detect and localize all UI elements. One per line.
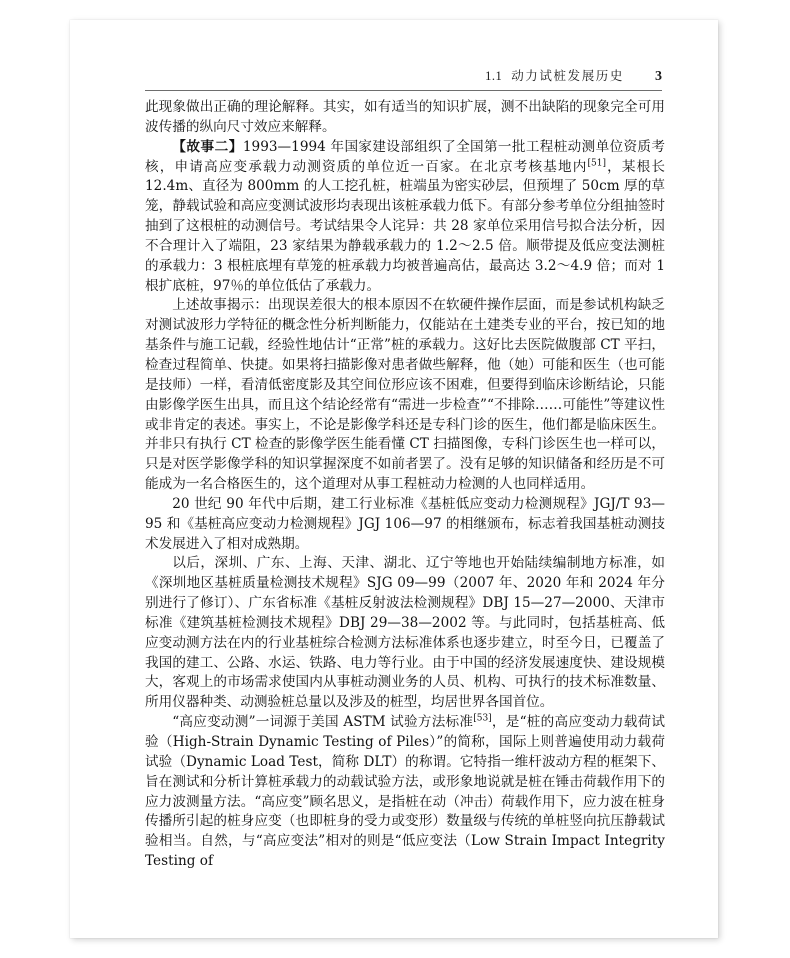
running-head-section-number: 1.1 (485, 69, 503, 83)
body-text-column (145, 98, 665, 872)
paragraph-6 (145, 713, 665, 872)
paragraph-1-text: 此现象做出正确的理论解释。其实，如有适当的知识扩展，测不出缺陷的现象完全可用波传播的纵向尺寸效应来解释。 (145, 99, 665, 135)
story-label-two: 【故事二】 (172, 138, 243, 155)
paragraph-3 (145, 296, 665, 494)
book-page-sheet (70, 20, 718, 938)
paragraph-6-text: “高应变动测”一词源于美国 ASTM 试验方法标准[53]，是“桩的高应变动力载荷试验（High-Strain Dynamic Testing of Piles）”的简称，国际上则普遍使用动力载荷试验（Dynamic Load Test，简称 DLT）的称谓。它特指一维杆波动方程的框架下、旨在测试和分析计算桩承载力的动载试验方法，或形象地说就是桩在锤击荷载作用下的应力波测量方法。“高应变”顾名思义，是指桩在动（冲击）荷载作用下，应力波在桩身传播所引起的桩身应变（也即桩身的受力或变形）数量级与传统的单桩竖向抗压静载试验相当。自然，与“高应变法”相对的则是“低应变法（Low Strain Impact Integrity Testing of (145, 713, 665, 870)
paragraph-2 (145, 138, 665, 297)
page-number: 3 (655, 69, 662, 84)
paragraph-4-text: 20 世纪 90 年代中后期，建工行业标准《基桩低应变动力检测规程》JGJ/T 93—95 和《基桩高应变动力检测规程》JGJ 106—97 的相继颁布，标志着我国基桩动测技术发展进入了相对成熟期。 (145, 495, 665, 552)
paragraph-1 (145, 98, 665, 138)
footnote-reference-marker: [53] (473, 713, 492, 724)
paragraph-2-text: 1993—1994 年国家建设部组织了全国第一批工程桩动测单位资质考核，申请高应变承载力动测资质的单位近一百家。在北京考核基地内[51]，某根长 12.4m、直径为 800mm 的人工挖孔桩，桩端虽为密实砂层，但预埋了 50cm 厚的草笼，静载试验和高应变测试波形均表现出该桩承载力低下。有部分参考单位分组抽签时抽到了这根桩的动测信号。考试结果令人诧异：共 28 家单位采用信号拟合法分析，因不合理计入了端阻，23 家结果为静载承载力的 1.2～2.5 倍。顺带提及低应变法测桩的承载力：3 根桩底埋有草笼的桩承载力均被普遍高估，最高达 3.2～4.9 倍；而对 1 根扩底桩，97％的单位低估了承载力。 (145, 138, 665, 294)
paragraph-3-text: 上述故事揭示：出现误差很大的根本原因不在软硬件操作层面，而是参试机构缺乏对测试波形力学特征的概念性分析判断能力，仅能站在土建类专业的平台，按已知的地基条件与施工记载，经验性地估计“正常”桩的承载力。这好比去医院做腹部 CT 平扫，检查过程简单、快捷。如果将扫描影像对患者做些解释，他（她）可能和医生（也可能是技师）一样，看清低密度影及其空间位形应该不困难，但要得到临床诊断结论，只能由影像学医生出具，而且这个结论经常有“需进一步检查”“不排除……可能性”等建议性或非肯定的表述。事实上，不论是影像学科还是专科门诊的医生，他们都是临床医生。并非只有执行 CT 检查的影像学医生能看懂 CT 扫描图像，专科门诊医生也一样可以，只是对医学影像学科的知识掌握深度不如前者罢了。没有足够的知识储备和经历是不可能成为一名合格医生的，这个道理对从事工程桩动力检测的人也同样适用。 (145, 297, 665, 493)
paragraph-5 (145, 554, 665, 713)
paragraph-5-text: 以后，深圳、广东、上海、天津、湖北、辽宁等地也开始陆续编制地方标准，如《深圳地区基桩质量检测技术规程》SJG 09—99（2007 年、2020 年和 2024 年分别进行了修订）、广东省标准《基桩反射波法检测规程》DBJ 15—27—2000、天津市标准《建筑基桩检测技术规程》DBJ 29—38—2002 等。与此同时，包括基桩高、低应变动测方法在内的行业基桩综合检测方法标准体系也逐步建立，时至今日，已覆盖了我国的建工、公路、水运、铁路、电力等行业。由于中国的经济发展速度快、建设规模大，客观上的市场需求使国内从事桩动测业务的人员、机构、可执行的技术标准数量、所用仪器种类、动测验桩总量以及涉及的桩型，均居世界各国首位。 (145, 555, 665, 711)
header-rule-divider (145, 90, 662, 91)
running-head-section-title: 动力试桩发展历史 (511, 68, 624, 83)
footnote-reference-marker: [51] (587, 158, 606, 168)
paragraph-4 (145, 495, 665, 555)
running-head (145, 66, 662, 88)
